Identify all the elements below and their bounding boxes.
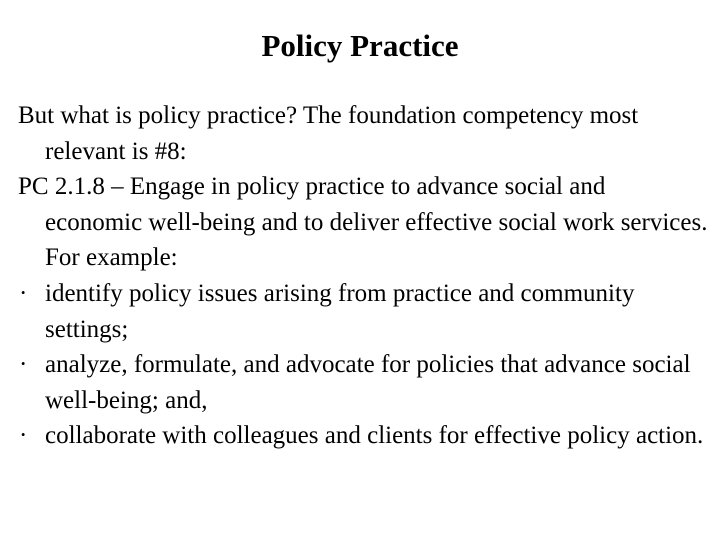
bullet-text: identify policy issues arising from practice and community settings; [45,279,635,343]
bullet-text: analyze, formulate, and advocate for policies that advance social well-being; and, [45,351,691,414]
slide-body [18,98,708,454]
intro-paragraph: But what is policy practice? The foundation competency most relevant is #8: [18,102,639,165]
bullet-dot-icon: · [19,422,28,450]
bullet-text: collaborate with colleagues and clients for effective policy action. [45,422,704,450]
slide-title: Policy Practice [261,28,459,63]
bullet-dot-icon: · [19,351,28,379]
bullet-item [18,276,708,347]
bullet-item [18,418,708,454]
bullet-item [18,347,708,418]
competency-paragraph: PC 2.1.8 – Engage in policy practice to advance social and economic well-being and to deliver effective social work services. For example: [18,173,708,272]
bullet-dot-icon: · [19,279,28,307]
